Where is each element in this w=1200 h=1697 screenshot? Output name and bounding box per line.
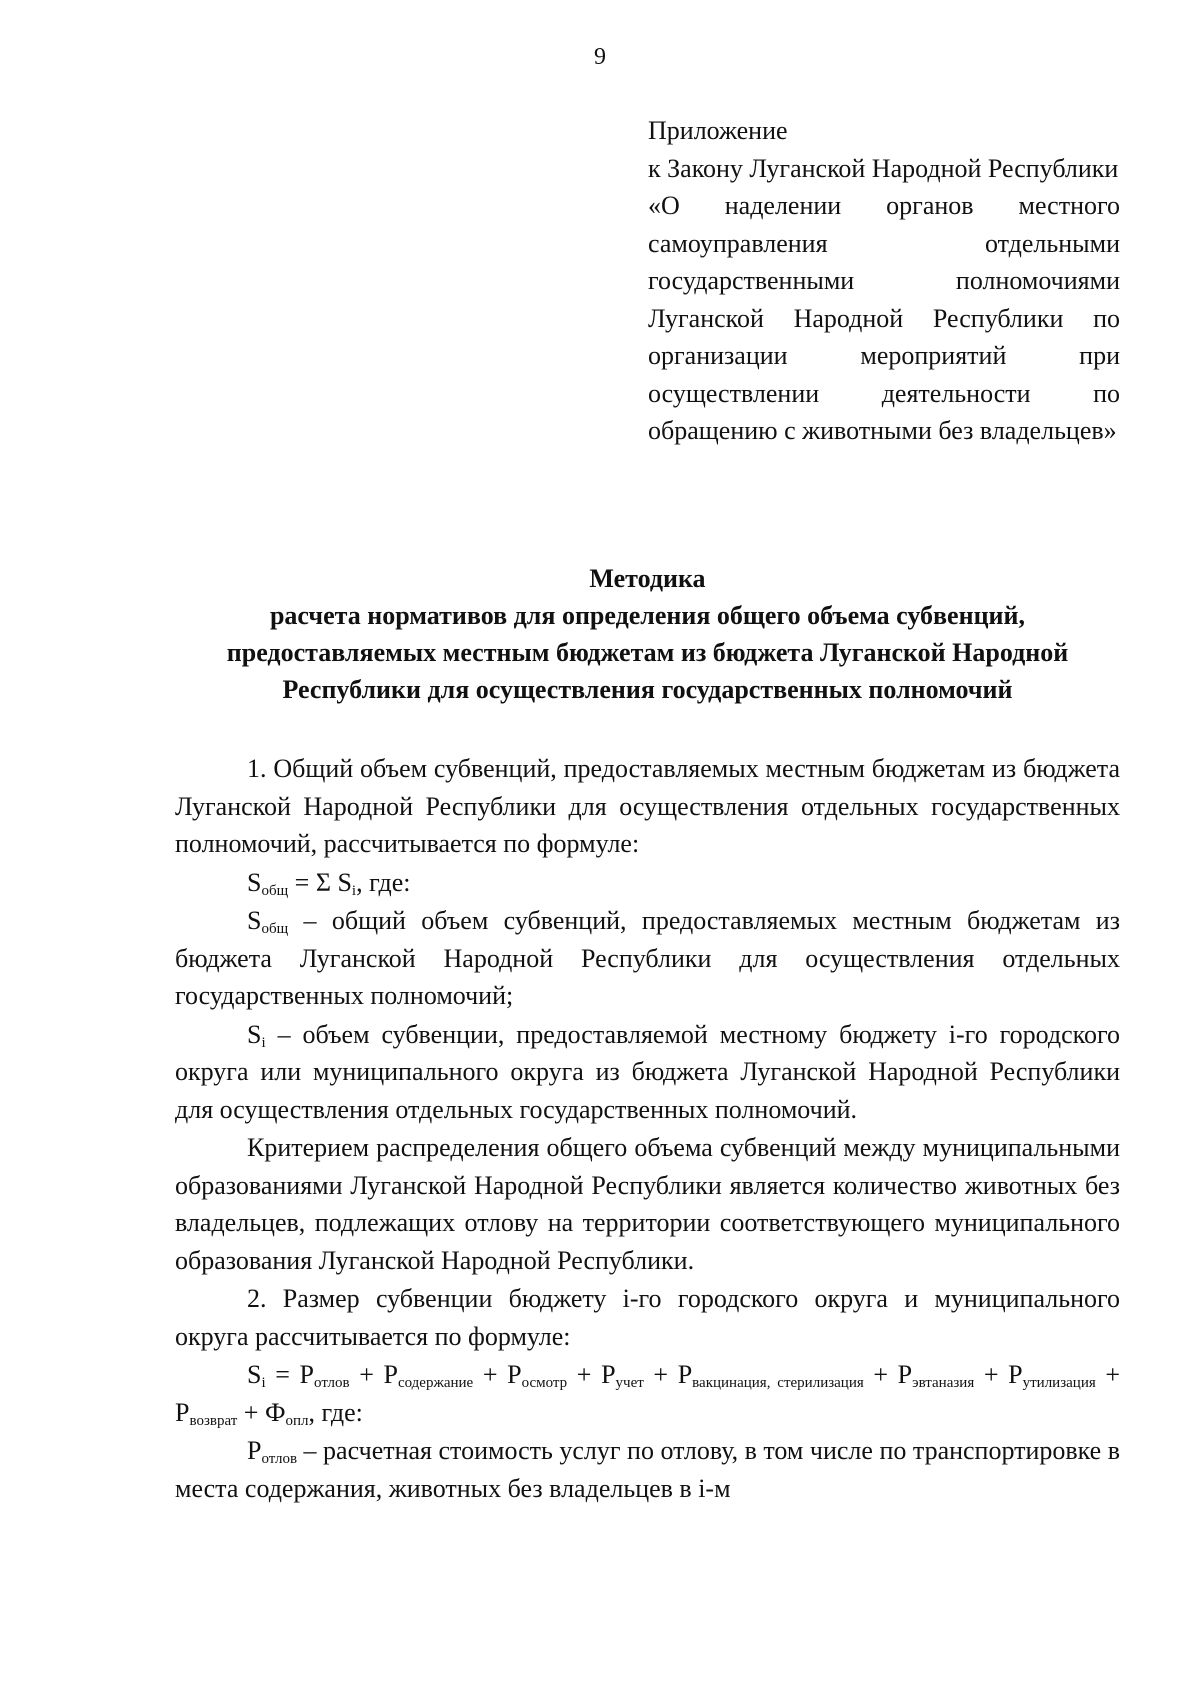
f-plus: + xyxy=(349,1360,384,1389)
title-line-1: Методика xyxy=(589,564,706,593)
f-s-sub: i xyxy=(261,1375,266,1391)
paragraph-s-i xyxy=(175,1016,1120,1129)
page-number: 9 xyxy=(594,44,606,70)
f-plus: + xyxy=(643,1360,678,1389)
symbol-s: S xyxy=(247,1019,262,1049)
symbol-sub: отлов xyxy=(261,1451,298,1467)
paragraph-s-total xyxy=(175,902,1120,1015)
f-p: P xyxy=(1008,1360,1023,1389)
f-sub: утилизация xyxy=(1022,1375,1096,1391)
paragraph-criterion: Критерием распределения общего объема субвенций между муниципальными образованиями Луганской Народной Республики является количество животных без владельцев, подлежащих отлову на территории соответствующего муниципального образования Луганской Народной Республики. xyxy=(175,1133,1120,1275)
title-line-4: Республики для осуществления государственных полномочий xyxy=(282,675,1013,704)
f-p: P xyxy=(897,1360,913,1389)
symbol-s: S xyxy=(247,906,262,935)
f-p: P xyxy=(507,1360,522,1389)
document-body xyxy=(175,750,1120,1508)
f-plus: + xyxy=(473,1360,508,1389)
f-sub: возврат xyxy=(189,1412,238,1429)
appendix-law-title: «О наделении органов местного самоуправления отдельными государственными полномочиями Луганской Народной Республики по организации мероприятий при осуществлении деятельности по обращению с животными без владельцев» xyxy=(648,191,1120,445)
title-line-2: расчета нормативов для определения общего объема субвенций, xyxy=(269,601,1026,630)
f-sub: вакцинация, стерилизация xyxy=(692,1375,864,1391)
f-plus: + xyxy=(974,1360,1009,1389)
f-sub: осмотр xyxy=(521,1375,568,1391)
paragraph-2: 2. Размер субвенции бюджету i-го городского округа и муниципального округа рассчитывается по формуле: xyxy=(175,1284,1120,1351)
f-p: P xyxy=(677,1360,693,1389)
formula-subvention xyxy=(175,1356,1120,1431)
document-title xyxy=(175,560,1120,708)
f-plus: + xyxy=(567,1360,602,1389)
f-sub: эвтаназия xyxy=(912,1375,975,1391)
f-sub: отлов xyxy=(314,1375,350,1391)
f-plus: + xyxy=(1095,1360,1121,1389)
title-line-3: предоставляемых местным бюджетам из бюджета Луганской Народной xyxy=(226,638,1069,667)
f-plus: + xyxy=(237,1397,265,1427)
formula-symbol: S xyxy=(247,867,262,897)
formula-sum: = Σ S xyxy=(288,867,352,897)
symbol-p: P xyxy=(247,1436,262,1465)
paragraph-text: – общий объем субвенций, предоставляемых местным бюджетам из бюджета Луганской Народной Республики для осуществления отдельных государственных полномочий; xyxy=(175,906,1120,1010)
paragraph-text: – объем субвенции, предоставляемой местному бюджету i-го городского округа или муниципального округа из бюджета Луганской Народной Республики для осуществления отдельных государственных полномочий. xyxy=(175,1019,1120,1124)
f-s: S xyxy=(247,1360,262,1389)
f-sub: содержание xyxy=(397,1375,474,1391)
f-phi: Ф xyxy=(264,1397,286,1427)
paragraph-text: – расчетная стоимость услуг по отлову, в том числе по транспортировке в места содержания, животных без владельцев в i-м xyxy=(175,1436,1120,1503)
f-p: P xyxy=(383,1360,398,1389)
appendix-block xyxy=(648,112,1120,450)
f-sub: учет xyxy=(615,1375,644,1391)
paragraph-1: 1. Общий объем субвенций, предоставляемых местным бюджетам из бюджета Луганской Народной Республики для осуществления отдельных государственных полномочий, рассчитывается по формуле: xyxy=(175,754,1120,858)
f-p: P xyxy=(601,1360,616,1389)
appendix-heading: Приложение xyxy=(648,116,788,145)
f-where: , где: xyxy=(308,1397,363,1427)
appendix-law-reference: к Закону Луганской Народной Республики xyxy=(648,153,1119,183)
f-sub: опл xyxy=(285,1412,309,1429)
formula-total xyxy=(175,864,1120,902)
formula-where: , где: xyxy=(356,867,411,897)
formula-subscript-i: i xyxy=(351,882,357,899)
formula-subscript: общ xyxy=(261,882,289,899)
f-plus: + xyxy=(863,1360,898,1389)
f-eq: = xyxy=(265,1360,300,1389)
symbol-sub: i xyxy=(261,1034,266,1051)
f-p: P xyxy=(299,1360,315,1389)
symbol-sub: общ xyxy=(261,921,289,937)
f-p: P xyxy=(175,1397,190,1427)
paragraph-p-otlov xyxy=(175,1432,1120,1507)
